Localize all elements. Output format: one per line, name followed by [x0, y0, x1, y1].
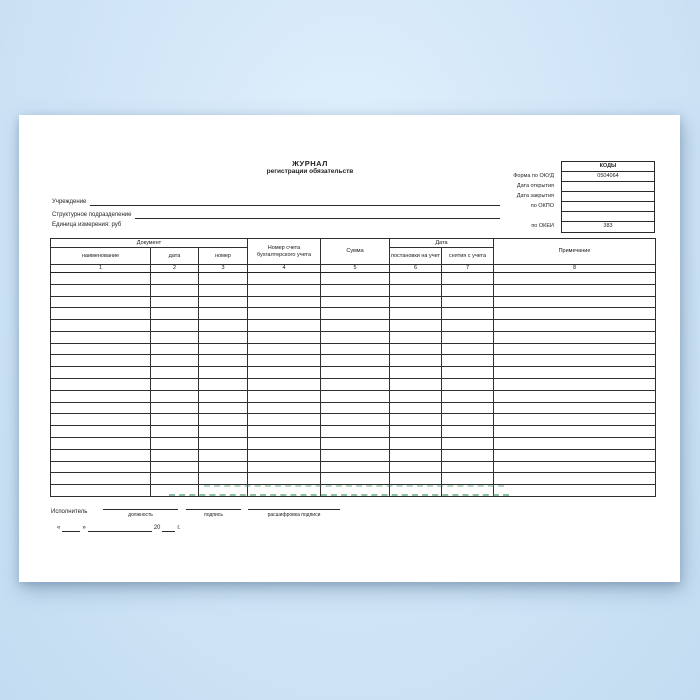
table-cell [248, 308, 321, 320]
close-quote: » [82, 525, 86, 531]
table-row [51, 473, 656, 485]
table-cell [248, 367, 321, 379]
table-cell [494, 379, 656, 391]
day-blank-line [62, 525, 80, 532]
codes-value-close-date [562, 192, 654, 202]
codes-label-okei: по ОКЕИ [531, 223, 554, 229]
table-cell [199, 390, 248, 402]
table-cell [199, 343, 248, 355]
table-cell [51, 343, 151, 355]
col-number: 5 [321, 265, 390, 273]
table-cell [494, 284, 656, 296]
table-cell [442, 320, 494, 332]
codes-value-okpo [562, 202, 654, 212]
table-cell [51, 355, 151, 367]
table-cell [442, 343, 494, 355]
table-cell [321, 308, 390, 320]
table-cell [442, 367, 494, 379]
table-cell [248, 449, 321, 461]
obligations-table [50, 238, 656, 497]
date-line [57, 524, 181, 532]
scanned-form-page [19, 115, 680, 582]
col-number: 3 [199, 265, 248, 273]
table-cell [151, 402, 199, 414]
table-cell [151, 320, 199, 332]
table-cell [151, 273, 199, 285]
codes-label-okpo: по ОКПО [530, 203, 554, 209]
table-cell [248, 331, 321, 343]
table-cell [248, 437, 321, 449]
table-row [51, 367, 656, 379]
codes-header: КОДЫ [562, 162, 654, 172]
table-cell [151, 308, 199, 320]
table-cell [321, 426, 390, 438]
col-group-document: Документ [51, 239, 248, 248]
table-cell [199, 308, 248, 320]
table-cell [51, 273, 151, 285]
table-cell [199, 461, 248, 473]
table-cell [51, 390, 151, 402]
table-cell [390, 402, 442, 414]
table-cell [51, 402, 151, 414]
table-cell [390, 426, 442, 438]
table-row [51, 449, 656, 461]
table-cell [199, 437, 248, 449]
col-header-doc-date: дата [151, 248, 199, 265]
table-row [51, 296, 656, 308]
col-header-sum: Сумма [321, 239, 390, 265]
table-cell [199, 296, 248, 308]
table-cell [442, 473, 494, 485]
col-number: 2 [151, 265, 199, 273]
unit-label: Единица измерения: руб [52, 222, 122, 228]
table-cell [151, 296, 199, 308]
table-cell [199, 367, 248, 379]
table-cell [494, 367, 656, 379]
table-cell [248, 284, 321, 296]
table-cell [51, 379, 151, 391]
col-header-account-number: Номер счета бухгалтерского учета [248, 239, 321, 265]
table-cell [248, 390, 321, 402]
table-row [51, 320, 656, 332]
table-cell [442, 273, 494, 285]
table-cell [321, 355, 390, 367]
signature-name-caption: расшифровка подписи [267, 512, 321, 518]
table-cell [51, 414, 151, 426]
table-cell [390, 320, 442, 332]
signature-blank-line [186, 502, 241, 510]
table-cell [494, 320, 656, 332]
table-cell [248, 473, 321, 485]
table-cell [199, 402, 248, 414]
table-cell [321, 449, 390, 461]
table-cell [248, 402, 321, 414]
table-cell [51, 473, 151, 485]
table-cell [199, 355, 248, 367]
table-cell [442, 426, 494, 438]
table-cell [151, 473, 199, 485]
table-cell [390, 343, 442, 355]
institution-field [52, 199, 500, 206]
codes-label-close-date: Дата закрытия [516, 193, 554, 199]
table-cell [390, 379, 442, 391]
position-caption: должность [128, 512, 153, 518]
table-cell [494, 485, 656, 497]
table-cell [321, 414, 390, 426]
col-number: 6 [390, 265, 442, 273]
col-header-removed-date: снятия с учета [442, 248, 494, 265]
table-cell [494, 402, 656, 414]
table-cell [248, 426, 321, 438]
table-cell [321, 473, 390, 485]
table-cell [494, 308, 656, 320]
table-cell [494, 296, 656, 308]
table-cell [442, 284, 494, 296]
table-cell [390, 296, 442, 308]
table-body [51, 273, 656, 497]
table-cell [390, 355, 442, 367]
table-cell [51, 320, 151, 332]
codes-box [561, 161, 655, 233]
col-number: 8 [494, 265, 656, 273]
table-cell [199, 273, 248, 285]
table-cell [151, 284, 199, 296]
department-blank-line [135, 212, 500, 219]
codes-value-okei: 383 [603, 223, 613, 229]
table-row [51, 461, 656, 473]
table-cell [390, 473, 442, 485]
codes-label-open-date: Дата открытия [516, 183, 554, 189]
table-cell [151, 437, 199, 449]
table-cell [321, 402, 390, 414]
form-title-line2: регистрации обязательств [266, 168, 354, 175]
col-header-doc-number: номер [199, 248, 248, 265]
table-row [51, 379, 656, 391]
signature-caption: подпись [204, 512, 223, 518]
department-field [52, 212, 500, 219]
table-cell [151, 379, 199, 391]
table-cell [442, 355, 494, 367]
table-cell [321, 273, 390, 285]
table-row [51, 355, 656, 367]
table-cell [390, 437, 442, 449]
table-cell [199, 331, 248, 343]
col-header-note: Примечание [494, 239, 656, 265]
codes-value-empty [562, 212, 654, 222]
table-cell [151, 331, 199, 343]
table-cell [321, 379, 390, 391]
table-cell [494, 437, 656, 449]
table-cell [390, 273, 442, 285]
table-cell [51, 437, 151, 449]
signature-name-blank-line [248, 502, 340, 510]
table-cell [390, 367, 442, 379]
table-cell [494, 273, 656, 285]
table-cell [51, 331, 151, 343]
col-header-registered-date: постановки на учет [390, 248, 442, 265]
watermark-artifact [204, 485, 504, 487]
year-suffix: г. [177, 525, 181, 531]
year-literal: 20 [153, 525, 161, 531]
table-cell [494, 390, 656, 402]
institution-label: Учреждение [52, 199, 87, 205]
col-number: 1 [51, 265, 151, 273]
institution-blank-line [90, 199, 500, 206]
table-cell [442, 379, 494, 391]
table-cell [442, 414, 494, 426]
table-cell [199, 320, 248, 332]
table-row [51, 331, 656, 343]
table-cell [442, 331, 494, 343]
watermark-artifact [169, 494, 509, 496]
table-cell [442, 461, 494, 473]
table-cell [494, 414, 656, 426]
table-cell [151, 343, 199, 355]
table-row [51, 308, 656, 320]
table-cell [390, 414, 442, 426]
table-cell [151, 414, 199, 426]
table-cell [494, 343, 656, 355]
table-cell [151, 355, 199, 367]
col-number: 7 [442, 265, 494, 273]
table-row [51, 402, 656, 414]
table-cell [442, 308, 494, 320]
table-cell [494, 473, 656, 485]
table-cell [51, 296, 151, 308]
table-cell [51, 284, 151, 296]
table-cell [199, 449, 248, 461]
table-cell [494, 331, 656, 343]
table-cell [199, 426, 248, 438]
codes-value-open-date [562, 182, 654, 192]
table-cell [494, 449, 656, 461]
table-cell [321, 367, 390, 379]
table-cell [321, 284, 390, 296]
year-blank-line [162, 525, 175, 532]
table-cell [51, 426, 151, 438]
table-cell [199, 473, 248, 485]
table-cell [199, 414, 248, 426]
table-row [51, 273, 656, 285]
table-cell [494, 355, 656, 367]
table-cell [321, 331, 390, 343]
table-header [51, 239, 656, 273]
table-cell [248, 343, 321, 355]
table-cell [248, 461, 321, 473]
table-cell [494, 461, 656, 473]
table-row [51, 284, 656, 296]
table-cell [442, 437, 494, 449]
table-cell [151, 367, 199, 379]
table-cell [390, 331, 442, 343]
table-cell [321, 320, 390, 332]
open-quote: « [57, 525, 61, 531]
col-group-date: Дата [390, 239, 494, 248]
table-cell [248, 320, 321, 332]
table-row [51, 390, 656, 402]
table-cell [321, 390, 390, 402]
table-row [51, 343, 656, 355]
table-cell [390, 449, 442, 461]
month-blank-line [88, 525, 152, 532]
table-cell [321, 461, 390, 473]
table-cell [248, 414, 321, 426]
table-cell [442, 402, 494, 414]
table-cell [151, 426, 199, 438]
table-cell [199, 284, 248, 296]
table-cell [321, 296, 390, 308]
col-header-name: наименование [51, 248, 151, 265]
table-cell [51, 367, 151, 379]
table-cell [51, 485, 151, 497]
table-cell [248, 273, 321, 285]
table-cell [151, 449, 199, 461]
table-cell [248, 355, 321, 367]
table-cell [390, 390, 442, 402]
table-row [51, 426, 656, 438]
col-number: 4 [248, 265, 321, 273]
codes-value-okud: 0504064 [562, 172, 654, 182]
table-cell [390, 308, 442, 320]
table-cell [151, 461, 199, 473]
executor-label: Исполнитель [51, 509, 88, 515]
table-cell [390, 284, 442, 296]
codes-label-okud: Форма по ОКУД [513, 173, 554, 179]
table-cell [321, 343, 390, 355]
table-row [51, 437, 656, 449]
unit-field [52, 222, 500, 229]
position-blank-line [103, 502, 178, 510]
table-cell [51, 449, 151, 461]
table-cell [248, 379, 321, 391]
table-cell [442, 390, 494, 402]
table-cell [494, 426, 656, 438]
table-cell [442, 296, 494, 308]
table-cell [321, 437, 390, 449]
table-cell [51, 461, 151, 473]
department-label: Структурное подразделение [52, 212, 132, 218]
table-cell [199, 379, 248, 391]
table-cell [248, 296, 321, 308]
table-cell [390, 461, 442, 473]
form-title-line1: ЖУРНАЛ [292, 159, 328, 168]
table-row [51, 414, 656, 426]
table-cell [51, 308, 151, 320]
table-cell [442, 449, 494, 461]
table-cell [151, 390, 199, 402]
